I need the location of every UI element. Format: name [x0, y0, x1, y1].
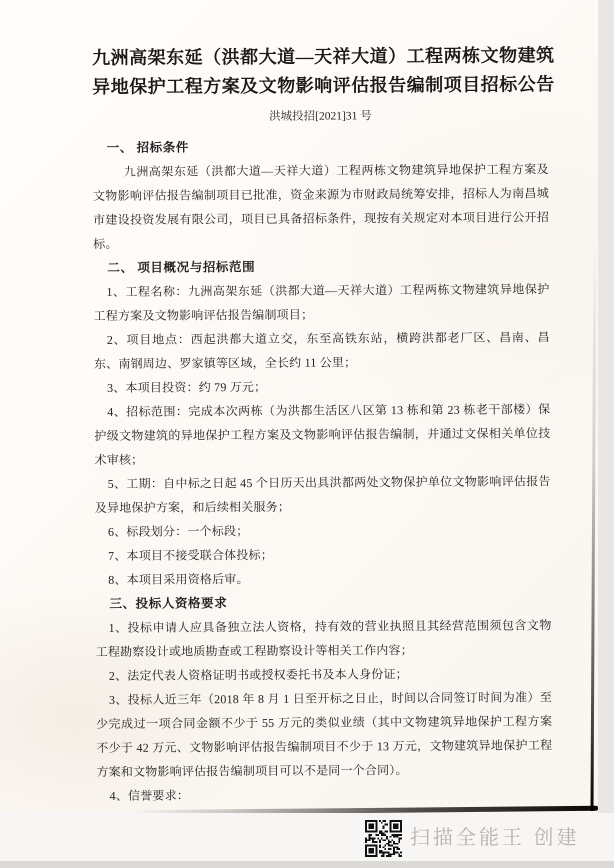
- list-item-2-1: 1、工程名称：九洲高架东延（洪都大道—天祥大道）工程两栋文物建筑异地保护工程方案及文物影响评估报告编制项目；: [93, 282, 550, 323]
- document-title-line-2: 异地保护工程方案及文物影响评估报告编制项目招标公告: [92, 74, 555, 97]
- section-heading-2: 二、 项目概况与招标范围: [107, 260, 256, 275]
- list-item-2-3: 3、本项目投资：约 79 万元；: [107, 379, 267, 395]
- scanner-watermark: 扫描全能王 创建: [410, 827, 580, 849]
- scan-bottom-strip: [0, 861, 614, 868]
- list-item-2-7: 7、本项目不接受联合体投标；: [108, 547, 273, 563]
- document-content: [92, 41, 553, 808]
- qr-code-icon: [365, 820, 402, 857]
- list-item-3-2: 2、法定代表人资格证明书或授权委托书及本人身份证；: [108, 667, 408, 683]
- list-item-2-5: 5、工期：自中标之日起 45 个日历天出具洪都两处文物保护单位文物影响评估报告及异地保护方案，和后续相关服务；: [94, 474, 551, 515]
- list-item-2-6: 6、标段划分：一个标段；: [107, 524, 249, 539]
- list-item-3-3: 3、投标人近三年（2018 年 8 月 1 日至开标之日止，时间以合同签订时间为准）至少完成过一项合同金额不少于 55 万元的类似业绩（其中文物建筑异地保护工程方案不少于 42 万元、文物影响评估报告编制项目不少于 13 万元，文物建筑异地保护工程方案和文物影响评估报告编制项目可以不是同一个合同）。: [96, 690, 553, 779]
- section-heading-1: 一、 招标条件: [106, 140, 190, 155]
- document-number: 洪城投招[2021]31 号: [269, 110, 372, 123]
- scanner-footer: [0, 813, 614, 862]
- list-item-2-4: 4、招标范围：完成本次两栋（为洪都生活区八区第 13 栋和第 23 栋老干部楼）保护级文物建筑的异地保护工程方案及文物影响评估报告编制，并通过文保相关单位技术审核；: [94, 402, 551, 467]
- list-item-2-8: 8、本项目采用资格后审。: [108, 572, 249, 587]
- list-item-3-4: 4、信誉要求：: [109, 788, 190, 803]
- list-item-2-2: 2、项目地点：西起洪都大道立交，东至高铁东站，横跨洪都老厂区、昌南、昌东、南钢周边、罗家镇等区域，全长约 11 公里；: [93, 330, 550, 371]
- section-heading-3: 三、投标人资格要求: [109, 596, 228, 611]
- document-body: [93, 133, 553, 808]
- list-item-3-1: 1、投标申请人应具备独立法人资格，持有效的营业执照且其经营范围须包含文物工程勘察设计或地质勘查或工程勘察设计等相关工作内容；: [95, 618, 552, 659]
- document-title-line-1: 九洲高架东延（洪都大道—天祥大道）工程两栋文物建筑: [92, 45, 555, 68]
- intro-paragraph: 九洲高架东延（洪都大道—天祥大道）工程两栋文物建筑异地保护工程方案及文物影响评估报告编制项目已批准，资金来源为市财政局统筹安排，招标人为南昌城市建设投资发展有限公司，项目已具备招标条件，现按有关规定对本项目进行公开招标。: [92, 162, 550, 251]
